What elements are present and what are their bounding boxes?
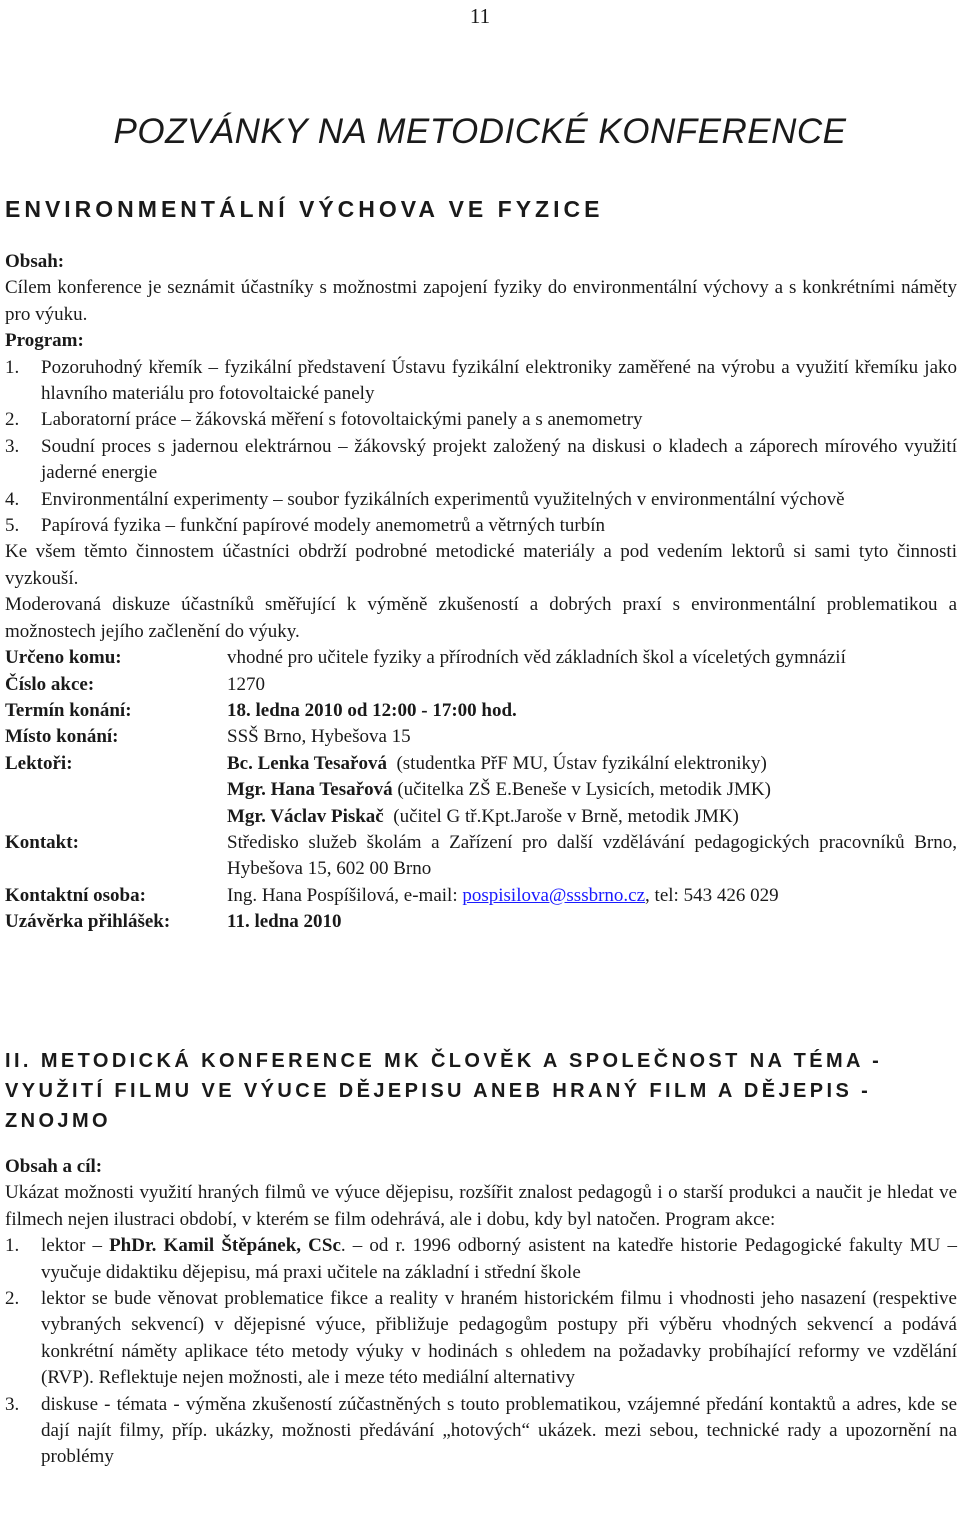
item-text [41,1233,957,1286]
item-number: 3. [5,1393,20,1415]
cislo-label: Číslo akce: [5,673,95,695]
obsah-text: Cílem konference je seznámit účastníky s možnostmi zapojení fyziky do environmentální výchovy a s konkrétními náměty pro výuku. [5,277,957,325]
item-number: 4. [5,488,20,510]
lektor-entry [227,804,957,830]
item-text: diskuse - témata - výměna zkušeností zúčastněných s touto problematikou, vzájemné předání kontaktů a adres, kde se dají najít filmy, příp. ukázky, možnosti předávání „hotových“ ukázek. mezi sebou, technické rady a upozornění na problémy [41,1393,957,1468]
item-number: 2. [5,1288,20,1310]
misto-value: SSŠ Brno, Hybešova 15 [227,726,411,748]
lektor-note: (učitel G tř.Kpt.Jaroše v Brně, metodik JMK) [393,805,739,827]
program-item [5,355,957,408]
kontakt-label: Kontakt: [5,831,79,853]
program-item [5,1286,957,1392]
paragraph-materials: Ke všem těmto činnostem účastníci obdrží podrobné metodické materiály a pod vedením lektorů si sami tyto činnosti vyzkouší. [5,541,957,589]
lektor-name: Mgr. Hana Tesařová [227,779,393,801]
osoba-prefix: Ing. Hana Pospíšilová, e-mail: [227,884,463,906]
section1-title: ENVIRONMENTÁLNÍ VÝCHOVA VE FYZICE [5,196,604,222]
osoba-suffix: , tel: 543 426 029 [645,884,779,906]
paragraph-discussion: Moderovaná diskuze účastníků směřující k výměně zkušeností a dobrých praxí s environmentální problematikou a možnostech jejího začlenění do výuky. [5,594,957,642]
item-text: Soudní proces s jadernou elektrárnou – žákovský projekt založený na diskusi o kladech a záporech mírového využití jaderné energie [41,435,957,484]
program-item [5,487,957,513]
lektor-name: Mgr. Václav Piskač [227,805,384,827]
program-item [5,1392,957,1471]
item-number: 1. [5,1235,20,1257]
item-text: Pozoruhodný křemík – fyzikální představení Ústavu fyzikální elektroniky zaměřené na výrobu a využití křemíku jako hlavního materiálu pro fotovoltaické panely [41,356,957,405]
item-text: lektor se bude věnovat problematice fikce a reality v hraném historickém filmu i vhodnosti jeho nasazení (respektive vybraných sekvencí) v dějepisné výuce, přibližuje pedagogům postupy při výběru vhodných sekvencí a podává konkrétní náměty aplikace této metody výuky v hodinách s ohledem na požadavky probíhající reformy ve vzdělání (RVP). Reflektuje nejen možnosti, ale i meze této mediální alternativy [41,1288,957,1389]
cislo-row [5,672,957,698]
item1-rest: . – od r. 1996 odborný asistent na katedře historie Pedagogické fakulty MU – vyučuje didaktiku dějepisu, má praxi učitele na základní i střední škole [41,1235,957,1283]
obsah-label: Obsah: [5,251,65,272]
email-link[interactable]: pospisilova@sssbrno.cz [462,884,646,906]
termin-row [5,698,957,724]
program-item [5,1233,957,1286]
osoba-value [227,883,957,909]
misto-label: Místo konání: [5,726,119,748]
program-item [5,434,957,487]
item-number: 3. [5,435,20,457]
section2-body [5,1154,957,1471]
osoba-row [5,883,957,909]
lektori-label: Lektoři: [5,752,73,774]
item-text: Papírová fyzika – funkční papírové modely anemometrů a větrných turbín [41,515,606,537]
kontakt-value: Středisko služeb školám a Zařízení pro další vzdělávání pedagogických pracovníků Brno, Hybešova 15, 602 00 Brno [227,831,957,880]
osoba-label: Kontaktní osoba: [5,884,146,906]
cislo-value: 1270 [227,673,265,695]
item-number: 5. [5,515,20,537]
program-item [5,407,957,433]
item1-prefix: lektor – [41,1235,110,1257]
lektor-entry [227,777,957,803]
item-text: Laboratorní práce – žákovská měření s fotovoltaickými panely a s anemometry [41,409,643,431]
main-title: POZVÁNKY NA METODICKÉ KONFERENCE [113,112,847,151]
termin-label: Termín konání: [5,699,132,721]
lektori-list [227,751,957,830]
termin-value: 18. ledna 2010 od 12:00 - 17:00 hod. [227,699,517,721]
obsah-cil-label: Obsah a cíl: [5,1156,103,1177]
uzaverka-label: Uzávěrka přihlášek: [5,911,171,933]
urceno-value: vhodné pro učitele fyziky a přírodních věd základních škol a víceletých gymnázií [227,647,846,669]
lektor-name: Bc. Lenka Tesařová [227,752,387,774]
section2-title: II. METODICKÁ KONFERENCE MK ČLOVĚK A SPOLEČNOST NA TÉMA - VYUŽITÍ FILMU VE VÝUCE DĚJEPISU ANEB HRANÝ FILM A DĚJEPIS - ZNOJMO [5,1050,883,1132]
uzaverka-row [5,909,957,935]
item1-name: PhDr. Kamil Štěpánek, CSc [109,1235,341,1257]
item-text: Environmentální experimenty – soubor fyzikálních experimentů využitelných v environmentální výchově [41,488,845,510]
urceno-label: Určeno komu: [5,647,122,669]
lektor-note: (učitelka ZŠ E.Beneše v Lysicích, metodik JMK) [397,779,771,801]
lektori-row [5,751,957,830]
item-number: 2. [5,409,20,431]
program-list [5,355,957,540]
section1-body [5,249,957,936]
lektor-note: (studentka PřF MU, Ústav fyzikální elektroniky) [396,752,767,774]
urceno-row [5,645,957,671]
misto-row [5,724,957,750]
kontakt-row [5,830,957,883]
lektor-entry [227,751,957,777]
program-item [5,513,957,539]
uzaverka-value: 11. ledna 2010 [227,911,342,933]
obsah-cil-text: Ukázat možnosti využití hraných filmů ve výuce dějepisu, rozšířit znalost pedagogů i o starší produkci a naučit je hledat ve filmech nejen ilustraci období, v kterém se film odehrává, ale i dobu, kdy byl natočen. Program akce: [5,1182,957,1230]
program-label: Program: [5,330,84,352]
page-number: 11 [469,4,491,28]
item-number: 1. [5,356,20,378]
